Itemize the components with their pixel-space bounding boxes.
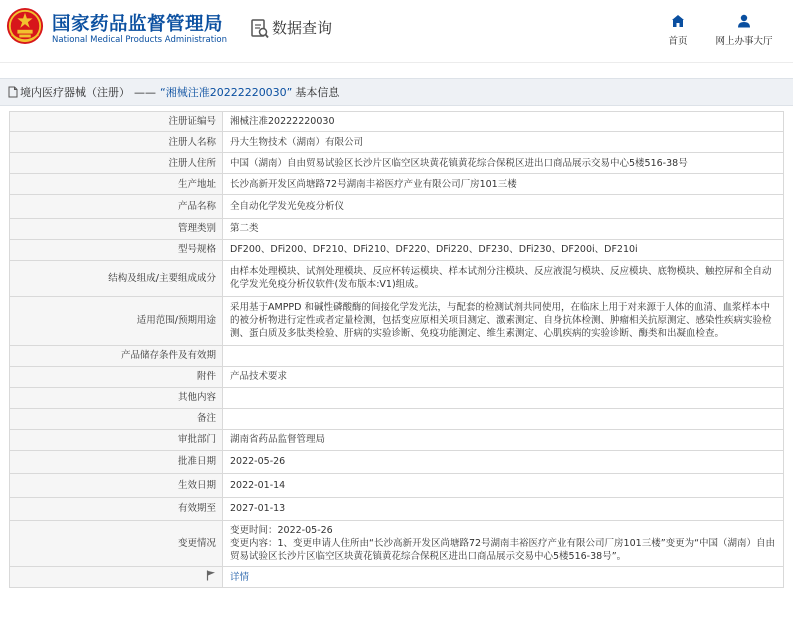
field-value: 湘械注准20222220030 bbox=[223, 112, 784, 132]
field-value: 2027-01-13 bbox=[223, 497, 784, 521]
table-row bbox=[10, 474, 784, 498]
document-icon bbox=[8, 86, 18, 98]
table-row bbox=[10, 195, 784, 219]
table-row bbox=[10, 174, 784, 195]
field-value: 湖南省药品监督管理局 bbox=[223, 429, 784, 450]
breadcrumb-suffix: 基本信息 bbox=[295, 86, 340, 99]
field-label: 备注 bbox=[10, 408, 223, 429]
flag-icon bbox=[206, 570, 216, 581]
org-name-cn[interactable]: 国家药品监督管理局 bbox=[52, 14, 224, 35]
attachment-link[interactable]: 产品技术要求 bbox=[223, 366, 784, 387]
breadcrumb-record: “湘械注准20222220030” bbox=[160, 86, 293, 99]
field-label: 批准日期 bbox=[10, 450, 223, 474]
field-value: 由样本处理模块、试剂处理模块、反应杯转运模块、样本试剂分注模块、反应液混匀模块、反应模块、底物模块、触控屏和全自动化学发光免疫分析仪软件(发布版本:V1)组成。 bbox=[223, 260, 784, 296]
nav-hall-label: 网上办事大厅 bbox=[715, 36, 773, 47]
field-value: 全自动化学发光免疫分析仪 bbox=[223, 195, 784, 219]
search-document-icon bbox=[251, 19, 269, 39]
field-value: 长沙高新开发区尚塘路72号湖南丰裕医疗产业有限公司厂房101三楼 bbox=[223, 174, 784, 195]
field-value: 丹大生物技术（湖南）有限公司 bbox=[223, 132, 784, 153]
field-value: DF200、DFi200、DF210、DFi210、DF220、DFi220、DF230、DFi230、DF200i、DF210i bbox=[223, 239, 784, 260]
field-label: 附件 bbox=[10, 366, 223, 387]
nav-home[interactable] bbox=[664, 14, 692, 47]
org-name-en: National Medical Products Administration bbox=[52, 35, 227, 45]
table-row bbox=[10, 132, 784, 153]
field-label: 产品名称 bbox=[10, 195, 223, 219]
table-row bbox=[10, 153, 784, 174]
table-row bbox=[10, 387, 784, 408]
change-record bbox=[223, 521, 784, 567]
header-divider bbox=[0, 62, 793, 78]
user-icon bbox=[737, 14, 751, 28]
field-value: 中国（湖南）自由贸易试验区长沙片区临空区块黄花镇黄花综合保税区进出口商品展示交易中心5楼516-38号 bbox=[223, 153, 784, 174]
field-value: 采用基于AMPPD 和碱性磷酸酶的间接化学发光法，与配套的检测试剂共同使用，在临床上用于对来源于人体的血清、血浆样本中的被分析物进行定性或者定量检测，包括变应原相关项目测定、激素测定、自身抗体检测、肿瘤相关抗原测定、感染性疾病实验检测、蛋白质及多肽类检验、肝病的实验诊断、免疫功能测定、维生素测定、心肌疾病的实验诊断、酶类和出凝血检查。 bbox=[223, 296, 784, 345]
field-value: 2022-05-26 bbox=[223, 450, 784, 474]
detail-table-container bbox=[0, 106, 793, 588]
change-content: 变更内容：1、变更申请人住所由“长沙高新开发区尚塘路72号湖南丰裕医疗产业有限公司厂房101三楼”变更为“中国（湖南）自由贸易试验区长沙片区临空区块黄花镇黄花综合保税区进出口商品展示交易中心5楼516-38号”。 bbox=[230, 538, 776, 562]
field-value: 2022-01-14 bbox=[223, 474, 784, 498]
field-label: 有效期至 bbox=[10, 497, 223, 521]
field-label: 生效日期 bbox=[10, 474, 223, 498]
section-title: 数据查询 bbox=[272, 19, 333, 37]
field-label: 注册证编号 bbox=[10, 112, 223, 132]
field-label: 型号规格 bbox=[10, 239, 223, 260]
field-value bbox=[223, 408, 784, 429]
table-row bbox=[10, 239, 784, 260]
breadcrumb-separator: —— bbox=[134, 85, 156, 99]
table-row bbox=[10, 497, 784, 521]
table-row bbox=[10, 260, 784, 296]
field-value bbox=[223, 387, 784, 408]
field-label: 注册人住所 bbox=[10, 153, 223, 174]
table-row bbox=[10, 450, 784, 474]
field-label: 管理类别 bbox=[10, 218, 223, 239]
field-label: 审批部门 bbox=[10, 429, 223, 450]
field-value bbox=[223, 345, 784, 366]
table-row bbox=[10, 567, 784, 588]
table-row bbox=[10, 366, 784, 387]
table-row bbox=[10, 345, 784, 366]
table-row bbox=[10, 296, 784, 345]
field-label: 适用范围/预期用途 bbox=[10, 296, 223, 345]
field-label: 其他内容 bbox=[10, 387, 223, 408]
nav-home-label: 首页 bbox=[668, 36, 688, 47]
field-label: 生产地址 bbox=[10, 174, 223, 195]
site-header bbox=[0, 0, 793, 62]
table-row bbox=[10, 218, 784, 239]
field-label: 变更情况 bbox=[10, 521, 223, 567]
national-emblem-icon bbox=[6, 6, 44, 46]
table-row bbox=[10, 521, 784, 567]
details-cell bbox=[223, 567, 784, 588]
field-label: 注册人名称 bbox=[10, 132, 223, 153]
table-row bbox=[10, 408, 784, 429]
home-icon bbox=[671, 14, 685, 28]
details-link[interactable]: 详情 bbox=[230, 571, 250, 583]
detail-table bbox=[9, 111, 784, 588]
table-row bbox=[10, 429, 784, 450]
change-time: 变更时间：2022-05-26 bbox=[230, 525, 333, 536]
field-value: 第二类 bbox=[223, 218, 784, 239]
field-label: 结构及组成/主要组成成分 bbox=[10, 260, 223, 296]
breadcrumb bbox=[0, 78, 793, 106]
field-label: 产品储存条件及有效期 bbox=[10, 345, 223, 366]
breadcrumb-category: 境内医疗器械（注册） bbox=[20, 86, 130, 99]
nav-online-service-hall[interactable] bbox=[712, 14, 776, 47]
footer-icon-cell bbox=[10, 567, 223, 588]
table-row bbox=[10, 112, 784, 132]
